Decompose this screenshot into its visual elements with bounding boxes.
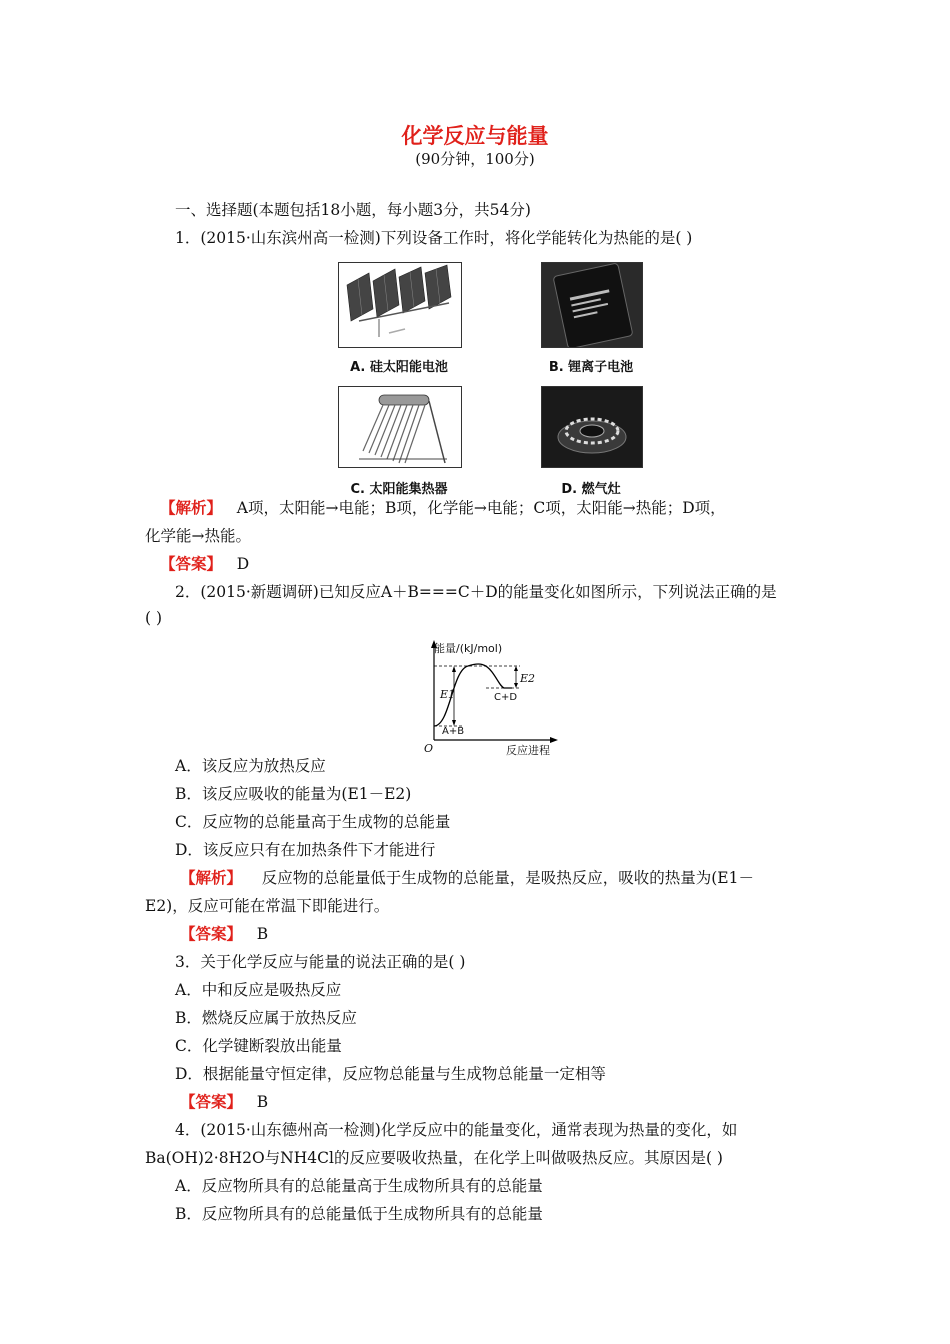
q3-answer <box>180 1092 268 1112</box>
page-subtitle: (90分钟，100分) <box>415 150 535 168</box>
q1-option-b-caption: B. 锂离子电池 <box>548 360 634 375</box>
q3-stem: 3．关于化学反应与能量的说法正确的是( ) <box>175 953 466 971</box>
q3-option-d: D．根据能量守恒定律，反应物总能量与生成物总能量一定相等 <box>175 1065 606 1083</box>
diagram-e2-label: E2 <box>520 672 536 685</box>
q3-option-a: A．中和反应是吸热反应 <box>175 981 342 999</box>
q1-analysis-line-1 <box>160 498 726 518</box>
analysis-tag: 【解析】 <box>160 499 223 517</box>
q4-stem-line-1: 4．(2015·山东德州高一检测)化学反应中的能量变化，通常表现为热量的变化，如 <box>175 1121 738 1139</box>
answer-tag: 【答案】 <box>180 925 243 943</box>
q1-answer <box>160 554 249 574</box>
diagram-reactants-label: A+B <box>442 726 465 737</box>
diagram-products-label: C+D <box>494 692 518 703</box>
lithium-battery-image <box>541 262 643 348</box>
diagram-y-label: 能量/(kJ/mol) <box>434 642 503 655</box>
diagram-e1-label: E1 <box>440 688 456 701</box>
solar-water-heater-image <box>338 386 462 468</box>
q2-stem-line-1: 2．(2015·新题调研)已知反应A＋B===C＋D的能量变化如图所示，下列说法正确的是 <box>175 583 777 601</box>
q4-stem-line-2: Ba(OH)2·8H2O与NH4Cl的反应要吸收热量，在化学上叫做吸热反应。其原因是( ) <box>145 1149 723 1167</box>
q2-option-b: B．该反应吸收的能量为(E1－E2) <box>175 785 412 803</box>
q2-option-c: C．反应物的总能量高于生成物的总能量 <box>175 813 451 831</box>
q1-answer-value: D <box>236 555 250 573</box>
q4-option-a: A．反应物所具有的总能量高于生成物所具有的总能量 <box>175 1177 543 1195</box>
solar-panel-image <box>338 262 462 348</box>
page-title: 化学反应与能量 <box>401 124 549 148</box>
diagram-x-label: 反应进程 <box>506 744 550 757</box>
q2-option-a: A．该反应为放热反应 <box>175 757 326 775</box>
q1-option-c-caption: C. 太阳能集热器 <box>350 482 448 497</box>
q3-option-c: C．化学键断裂放出能量 <box>175 1037 342 1055</box>
q1-option-d-caption: D. 燃气灶 <box>561 482 621 497</box>
q1-analysis-line-2: 化学能→热能。 <box>145 527 251 545</box>
q2-answer <box>180 924 268 944</box>
answer-tag: 【答案】 <box>180 1093 243 1111</box>
diagram-origin-label: O <box>424 742 434 755</box>
gas-stove-image <box>541 386 643 468</box>
q2-analysis-text-1: 反应物的总能量低于生成物的总能量，是吸热反应，吸收的热量为(E1－ <box>261 869 754 887</box>
q2-analysis-line-1 <box>180 868 754 888</box>
q1-stem: 1．(2015·山东滨州高一检测)下列设备工作时，将化学能转化为热能的是( ) <box>175 229 693 247</box>
q2-stem-line-2: ( ) <box>145 609 163 627</box>
q2-answer-value: B <box>256 925 269 943</box>
section-heading: 一、选择题(本题包括18小题，每小题3分，共54分) <box>175 201 531 219</box>
q4-option-b: B．反应物所具有的总能量低于生成物所具有的总能量 <box>175 1205 543 1223</box>
q1-analysis-text-1: A项，太阳能→电能；B项，化学能→电能；C项，太阳能→热能；D项， <box>236 499 726 517</box>
analysis-tag: 【解析】 <box>180 869 243 887</box>
q3-answer-value: B <box>256 1093 269 1111</box>
answer-tag: 【答案】 <box>160 555 223 573</box>
q2-analysis-line-2: E2)，反应可能在常温下即能进行。 <box>145 897 390 915</box>
q2-option-d: D．该反应只有在加热条件下才能进行 <box>175 841 436 859</box>
q1-option-a-caption: A. 硅太阳能电池 <box>350 360 448 375</box>
energy-diagram <box>424 636 564 756</box>
q3-option-b: B．燃烧反应属于放热反应 <box>175 1009 357 1027</box>
